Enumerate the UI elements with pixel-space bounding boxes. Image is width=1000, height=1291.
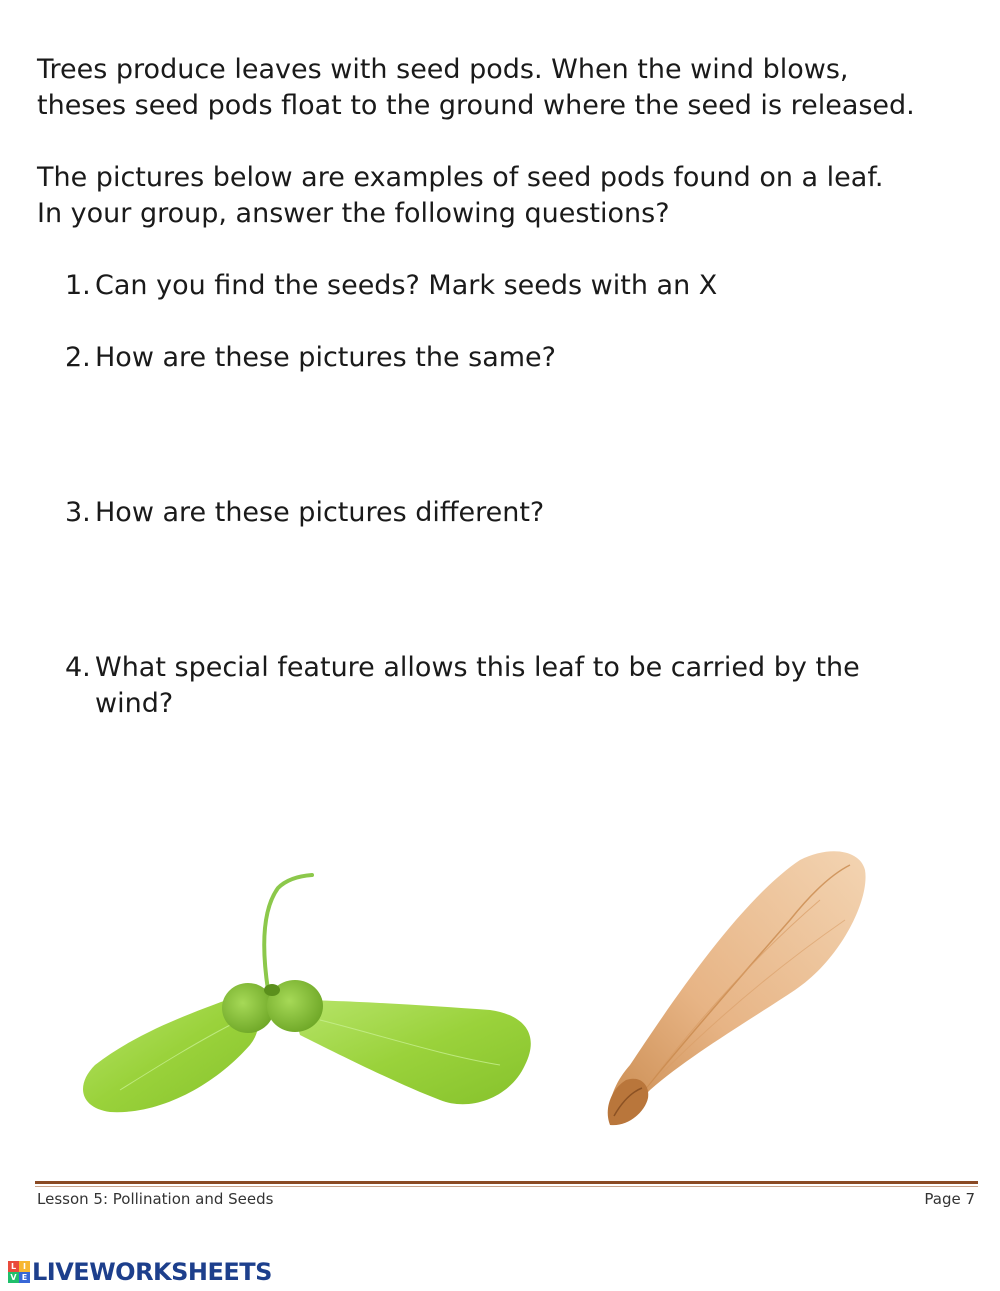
question-1	[65, 268, 717, 304]
logo-text: LIVEWORKSHEETS	[32, 1258, 272, 1286]
question-2	[65, 340, 556, 376]
green-maple-seed-image	[83, 875, 531, 1112]
intro-line-2: theses seed pods float to the ground where the seed is released.	[37, 90, 915, 121]
question-3	[65, 495, 544, 531]
footer-rule-thin	[35, 1186, 978, 1187]
intro-line-4: In your group, answer the following questions?	[37, 198, 670, 229]
question-number: 3.	[65, 497, 91, 528]
logo-letter: L	[8, 1261, 19, 1272]
question-text-wrapper	[95, 650, 860, 722]
question-text: How are these pictures different?	[95, 497, 545, 528]
footer-page-number: Page 7	[924, 1190, 975, 1208]
footer-lesson: Lesson 5: Pollination and Seeds	[37, 1190, 274, 1208]
question-text: Can you find the seeds? Mark seeds with an X	[95, 270, 718, 301]
logo-letter: I	[19, 1261, 30, 1272]
question-number: 4.	[65, 652, 91, 683]
footer-rule	[35, 1181, 978, 1184]
question-text: How are these pictures the same?	[95, 342, 557, 373]
question-number: 2.	[65, 342, 91, 373]
question-text-continued: wind?	[95, 688, 174, 719]
logo-mark-icon	[8, 1261, 30, 1283]
logo-letter: E	[19, 1272, 30, 1283]
question-number: 1.	[65, 270, 91, 301]
liveworksheets-logo	[8, 1258, 272, 1286]
intro-line-1: Trees produce leaves with seed pods. When the wind blows,	[37, 54, 849, 85]
question-4	[65, 650, 860, 722]
dry-maple-seed-image	[608, 851, 866, 1125]
seed-pictures	[0, 840, 1000, 1150]
logo-letter: V	[8, 1272, 19, 1283]
intro-line-3: The pictures below are examples of seed pods found on a leaf.	[37, 162, 884, 193]
question-text: What special feature allows this leaf to be carried by the	[95, 652, 860, 683]
